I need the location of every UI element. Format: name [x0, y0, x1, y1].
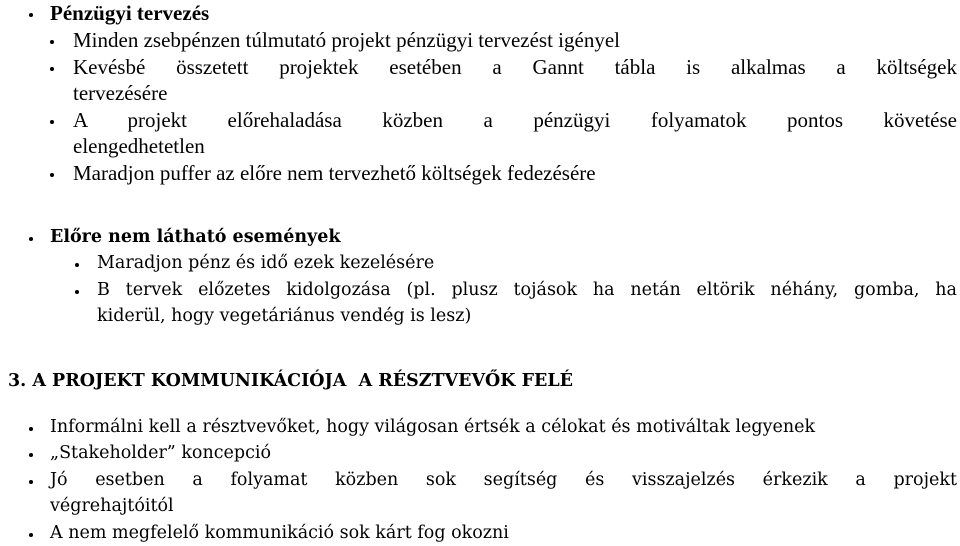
bullet-icon: [50, 173, 54, 177]
list-item-continuation: tervezésére: [73, 81, 168, 105]
list-item: Kevésbé összetett projektek esetében a Gannt tábla is alkalmas a költségek: [73, 55, 957, 79]
list-item: A nem megfelelő kommunikáció sok kárt fog okozni: [50, 523, 509, 543]
bullet-icon: [50, 40, 54, 44]
list-item: Maradjon puffer az előre nem tervezhető költségek fedezésére: [73, 161, 596, 185]
list-item: Informálni kell a résztvevőket, hogy világosan értsék a célokat és motiváltak legyenek: [50, 417, 816, 437]
bullet-icon: [29, 453, 33, 457]
list-item: B tervek előzetes kidolgozása (pl. plusz tojások ha netán eltörik néhány, gomba, ha: [97, 280, 957, 300]
bullet-icon: [50, 67, 54, 71]
list-item: Minden zsebpénzen túlmutató projekt pénzügyi tervezést igényel: [73, 28, 620, 52]
bullet-icon: [29, 427, 33, 431]
bullet-icon: [75, 290, 79, 294]
list-item-continuation: kiderül, hogy vegetáriánus vendég is lesz): [97, 306, 472, 326]
bullet-icon: [75, 263, 79, 267]
list-item: Maradjon pénz és idő ezek kezelésére: [97, 253, 435, 273]
list-item: „Stakeholder” koncepció: [50, 443, 272, 463]
section-heading-project-communication: 3. A PROJEKT KOMMUNIKÁCIÓJA A RÉSZTVEVŐK FELÉ: [8, 371, 574, 391]
list-item-continuation: végrehajtóitól: [50, 496, 174, 516]
list-item-continuation: elengedhetetlen: [73, 134, 205, 158]
bullet-icon: [29, 533, 33, 537]
bullet-icon: [29, 480, 33, 484]
section-heading-unforeseen-events: Előre nem látható események: [50, 227, 341, 247]
section-heading-financial-planning: Pénzügyi tervezés: [50, 1, 210, 25]
list-item: A projekt előrehaladása közben a pénzügyi folyamatok pontos követése: [73, 108, 957, 132]
bullet-icon: [29, 237, 33, 241]
list-item: Jó esetben a folyamat közben sok segítség és visszajelzés érkezik a projekt: [50, 470, 957, 490]
bullet-icon: [29, 13, 33, 17]
bullet-icon: [50, 120, 54, 124]
